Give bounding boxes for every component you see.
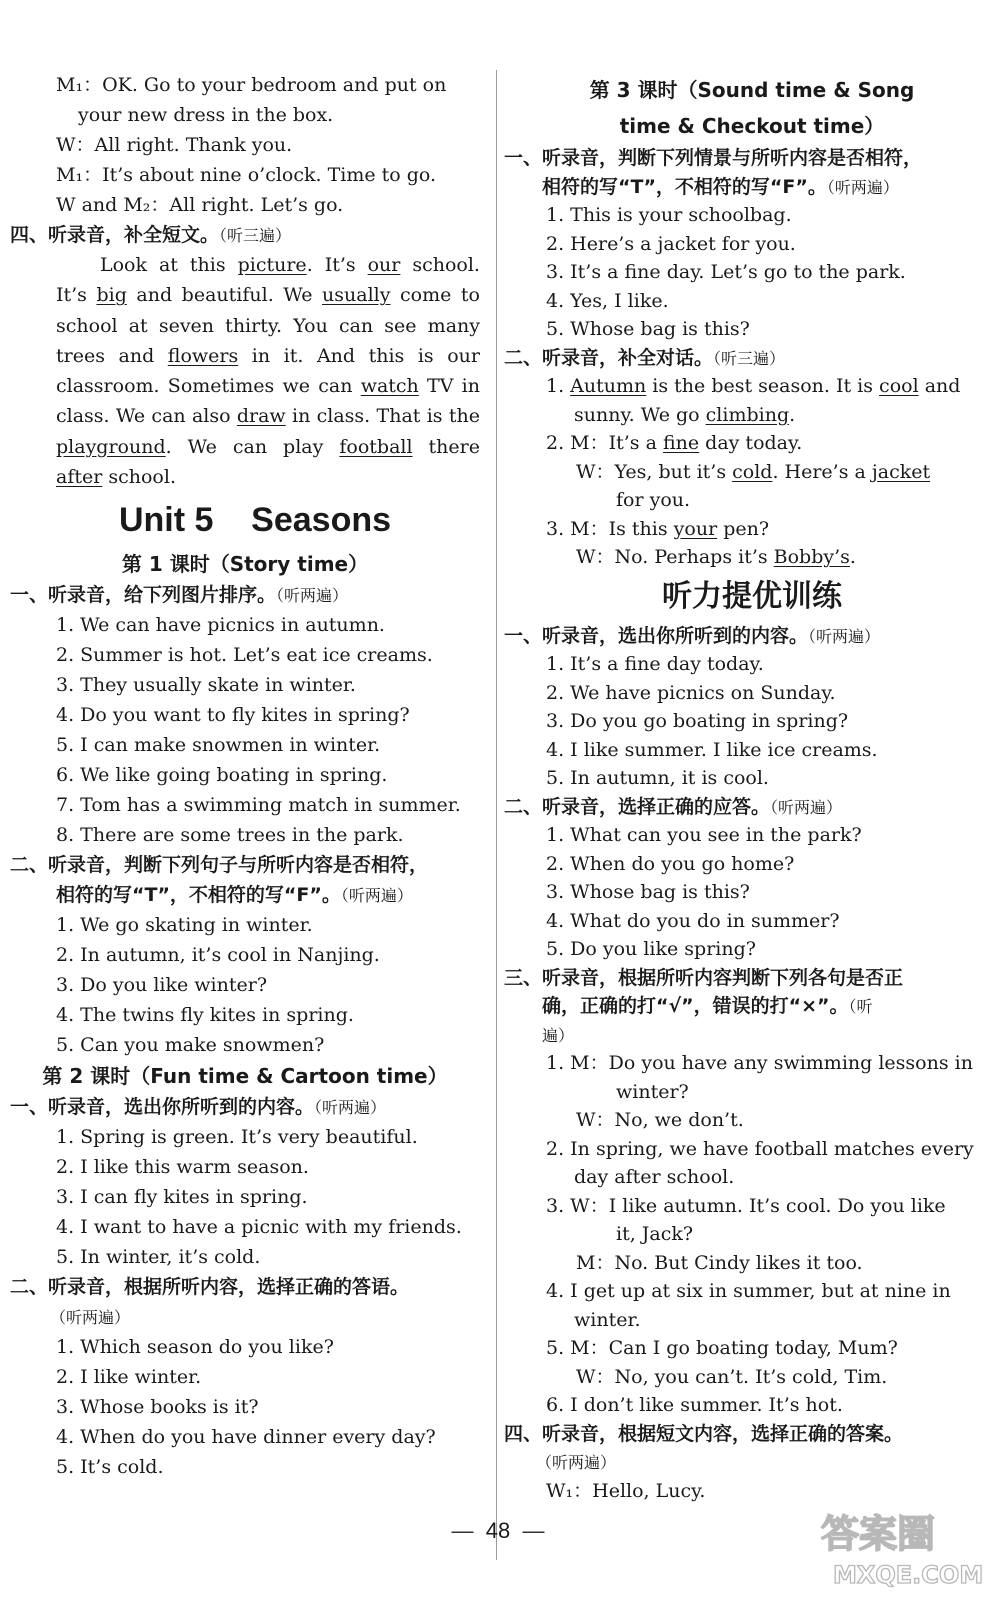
section-heading: 一、听录音，选出你所听到的内容。（听两遍）: [504, 624, 881, 647]
list-item: 3. They usually skate in winter.: [56, 674, 356, 697]
blank-answer: big: [96, 284, 127, 307]
blank-answer: usually: [322, 284, 391, 307]
section-heading: 四、听录音，根据短文内容，选择正确的答案。: [504, 1422, 904, 1445]
dialog-line: M₁：It’s about nine o’clock. Time to go.: [56, 164, 437, 186]
dialog-line: 3. M：Is this your pen?: [546, 517, 770, 540]
lesson-title: 第 1 课时（Story time）: [121, 552, 369, 577]
dialog-line: W₁：Hello, Lucy.: [546, 1479, 706, 1502]
list-item: 5. It’s cold.: [56, 1456, 164, 1479]
section-heading: 二、听录音，选择正确的应答。（听两遍）: [504, 795, 843, 818]
blank-answer: draw: [236, 405, 286, 428]
list-item: 3. Whose books is it?: [56, 1396, 259, 1419]
list-item: 1. What can you see in the park?: [546, 824, 862, 846]
list-item: 5. Do you like spring?: [546, 938, 756, 960]
list-item: 1. This is your schoolbag.: [546, 204, 792, 226]
blank-answer: our: [367, 254, 401, 276]
blank-answer: picture: [237, 254, 307, 276]
section-heading-cont: 相符的写“T”，不相符的写“F”。（听两遍）: [56, 884, 413, 907]
cloze-passage: Look at this picture. It’s our school. It’s big and beautiful. We usually come to school at seven thirty. You can see many trees and flowers in it. And this is our classroom. Sometimes we can watch TV in class. We can also draw in class. That is the playground. We can play football there after school.: [56, 254, 480, 489]
blank-answer: cool: [879, 375, 919, 397]
watermark-logo-graphic: [815, 1503, 985, 1593]
blank-answer: watch: [360, 375, 419, 398]
training-title: 听力提优训练: [662, 578, 842, 614]
section-heading: 二、听录音，补全对话。（听三遍）: [504, 346, 786, 369]
list-item: day after school.: [574, 1166, 735, 1188]
blank-answer: climbing: [705, 403, 790, 426]
list-item: 2. I like this warm season.: [56, 1156, 309, 1179]
section-heading: 三、听录音，根据所听内容判断下列各句是否正: [504, 966, 904, 989]
dialog-line: M₁：OK. Go to your bedroom and put on: [56, 74, 447, 96]
list-item: 4. I get up at six in summer, but at nine in: [546, 1280, 951, 1302]
blank-answer: fine: [662, 432, 700, 454]
column-divider: [496, 70, 497, 1560]
list-item: 3. Do you go boating in spring?: [546, 710, 849, 732]
list-item: 4. When do you have dinner every day?: [56, 1426, 436, 1449]
list-item: winter?: [616, 1080, 689, 1103]
section-heading-note: （听两遍）: [50, 1308, 131, 1328]
list-item: 1. We can have picnics in autumn.: [56, 614, 385, 637]
svg-text:答案圈: 答案圈: [821, 1512, 936, 1556]
blank-answer: cold: [732, 460, 773, 483]
list-item: winter.: [574, 1308, 641, 1331]
list-item: 2. When do you go home?: [546, 852, 795, 875]
unit-title: Unit 5 Seasons: [118, 501, 392, 540]
list-item: 4. What do you do in summer?: [546, 909, 840, 932]
dialog-line: sunny. We go climbing.: [574, 403, 796, 426]
list-item: 2. In spring, we have football matches every: [546, 1137, 974, 1160]
dialog-line: for you.: [616, 489, 691, 511]
blank-answer: jacket: [871, 460, 931, 483]
list-item: 2. In autumn, it’s cool in Nanjing.: [56, 944, 380, 967]
right-column: [504, 72, 992, 1505]
list-item: 4. The twins fly kites in spring.: [56, 1004, 354, 1027]
section-heading: 二、听录音，根据所听内容，选择正确的答语。: [10, 1276, 410, 1299]
list-item: 4. I like summer. I like ice creams.: [546, 738, 878, 761]
list-item: 4. Do you want to fly kites in spring?: [56, 704, 410, 727]
list-item: 5. M：Can I go boating today, Mum?: [546, 1337, 898, 1359]
list-item: W：No, we don’t.: [576, 1109, 744, 1131]
blank-answer: Bobby’s: [773, 546, 850, 568]
section-heading: 二、听录音，判断下列句子与所听内容是否相符，: [10, 854, 429, 877]
section-heading: 一、听录音，选出你所听到的内容。（听两遍）: [10, 1096, 387, 1119]
list-item: 3. It’s a fine day. Let’s go to the park.: [546, 261, 906, 283]
blank-answer: flowers: [167, 344, 239, 367]
section-heading-note: （听两遍）: [536, 1453, 617, 1472]
list-item: 1. We go skating in winter.: [56, 914, 313, 937]
blank-answer: playground: [56, 435, 166, 458]
dialog-line: your new dress in the box.: [78, 104, 334, 126]
list-item: 8. There are some trees in the park.: [56, 824, 404, 847]
list-item: 5. In autumn, it is cool.: [546, 767, 769, 789]
section-heading: 四、听录音，补全短文。（听三遍）: [10, 224, 292, 246]
dialog-line: W：Yes, but it’s cold. Here’s a jacket: [576, 460, 931, 483]
list-item: 5. Whose bag is this?: [546, 318, 750, 340]
lesson-title: 第 3 课时（Sound time & Song: [589, 78, 915, 102]
list-item: 1. It’s a fine day today.: [546, 653, 764, 675]
list-item: 1. M：Do you have any swimming lessons in: [546, 1052, 973, 1074]
list-item: 3. I can fly kites in spring.: [56, 1186, 308, 1209]
blank-answer: Autumn: [570, 375, 647, 397]
list-item: W：No, you can’t. It’s cold, Tim.: [576, 1365, 888, 1388]
dialog-line: 2. M：It’s a fine day today.: [546, 432, 803, 454]
list-item: 5. Can you make snowmen?: [56, 1034, 325, 1057]
list-item: 3. Whose bag is this?: [546, 881, 750, 903]
list-item: 4. I want to have a picnic with my friends.: [56, 1216, 462, 1239]
lesson-title: 第 2 课时（Fun time & Cartoon time）: [42, 1064, 448, 1089]
list-item: 3. Do you like winter?: [56, 974, 268, 997]
list-item: 2. Summer is hot. Let’s eat ice creams.: [56, 644, 433, 667]
dialog-line: W：All right. Thank you.: [56, 134, 293, 156]
section-heading-cont: 确，正确的打“√”，错误的打“×”。（听: [542, 995, 873, 1017]
list-item: 6. I don’t like summer. It’s hot.: [546, 1394, 843, 1416]
list-item: 5. I can make snowmen in winter.: [56, 734, 381, 757]
list-item: it, Jack?: [616, 1223, 694, 1245]
watermark-logo: [815, 1503, 985, 1593]
list-item: 1. Spring is green. It’s very beautiful.: [56, 1126, 418, 1149]
blank-answer: your: [673, 517, 718, 540]
dialog-line: W：No. Perhaps it’s Bobby’s.: [576, 546, 856, 568]
list-item: 1. Which season do you like?: [56, 1336, 334, 1359]
list-item: 2. We have picnics on Sunday.: [546, 681, 836, 704]
section-heading-cont: 相符的写“T”，不相符的写“F”。（听两遍）: [542, 175, 899, 198]
list-item: 3. W：I like autumn. It’s cool. Do you like: [546, 1194, 946, 1217]
list-item: 5. In winter, it’s cold.: [56, 1246, 261, 1269]
list-item: 6. We like going boating in spring.: [56, 764, 388, 787]
blank-answer: after: [56, 466, 103, 489]
left-column: [10, 70, 480, 1482]
list-item: 4. Yes, I like.: [546, 289, 669, 312]
dialog-line: 1. Autumn is the best season. It is cool and: [546, 375, 961, 397]
dialog-line: W and M₂：All right. Let’s go.: [56, 194, 344, 216]
lesson-title-cont: time & Checkout time）: [619, 114, 885, 138]
svg-text:MXQE.COM: MXQE.COM: [833, 1561, 984, 1589]
section-heading: 一、听录音，给下列图片排序。（听两遍）: [10, 584, 349, 607]
list-item: M：No. But Cindy likes it too.: [576, 1251, 863, 1274]
section-heading-note: 遍）: [542, 1025, 575, 1045]
blank-answer: football: [339, 435, 413, 458]
page-number: — 48 —: [451, 1518, 545, 1543]
list-item: 7. Tom has a swimming match in summer.: [56, 794, 461, 817]
list-item: 2. Here’s a jacket for you.: [546, 232, 796, 255]
list-item: 2. I like winter.: [56, 1366, 202, 1389]
section-heading: 一、听录音，判断下列情景与所听内容是否相符，: [504, 147, 923, 169]
